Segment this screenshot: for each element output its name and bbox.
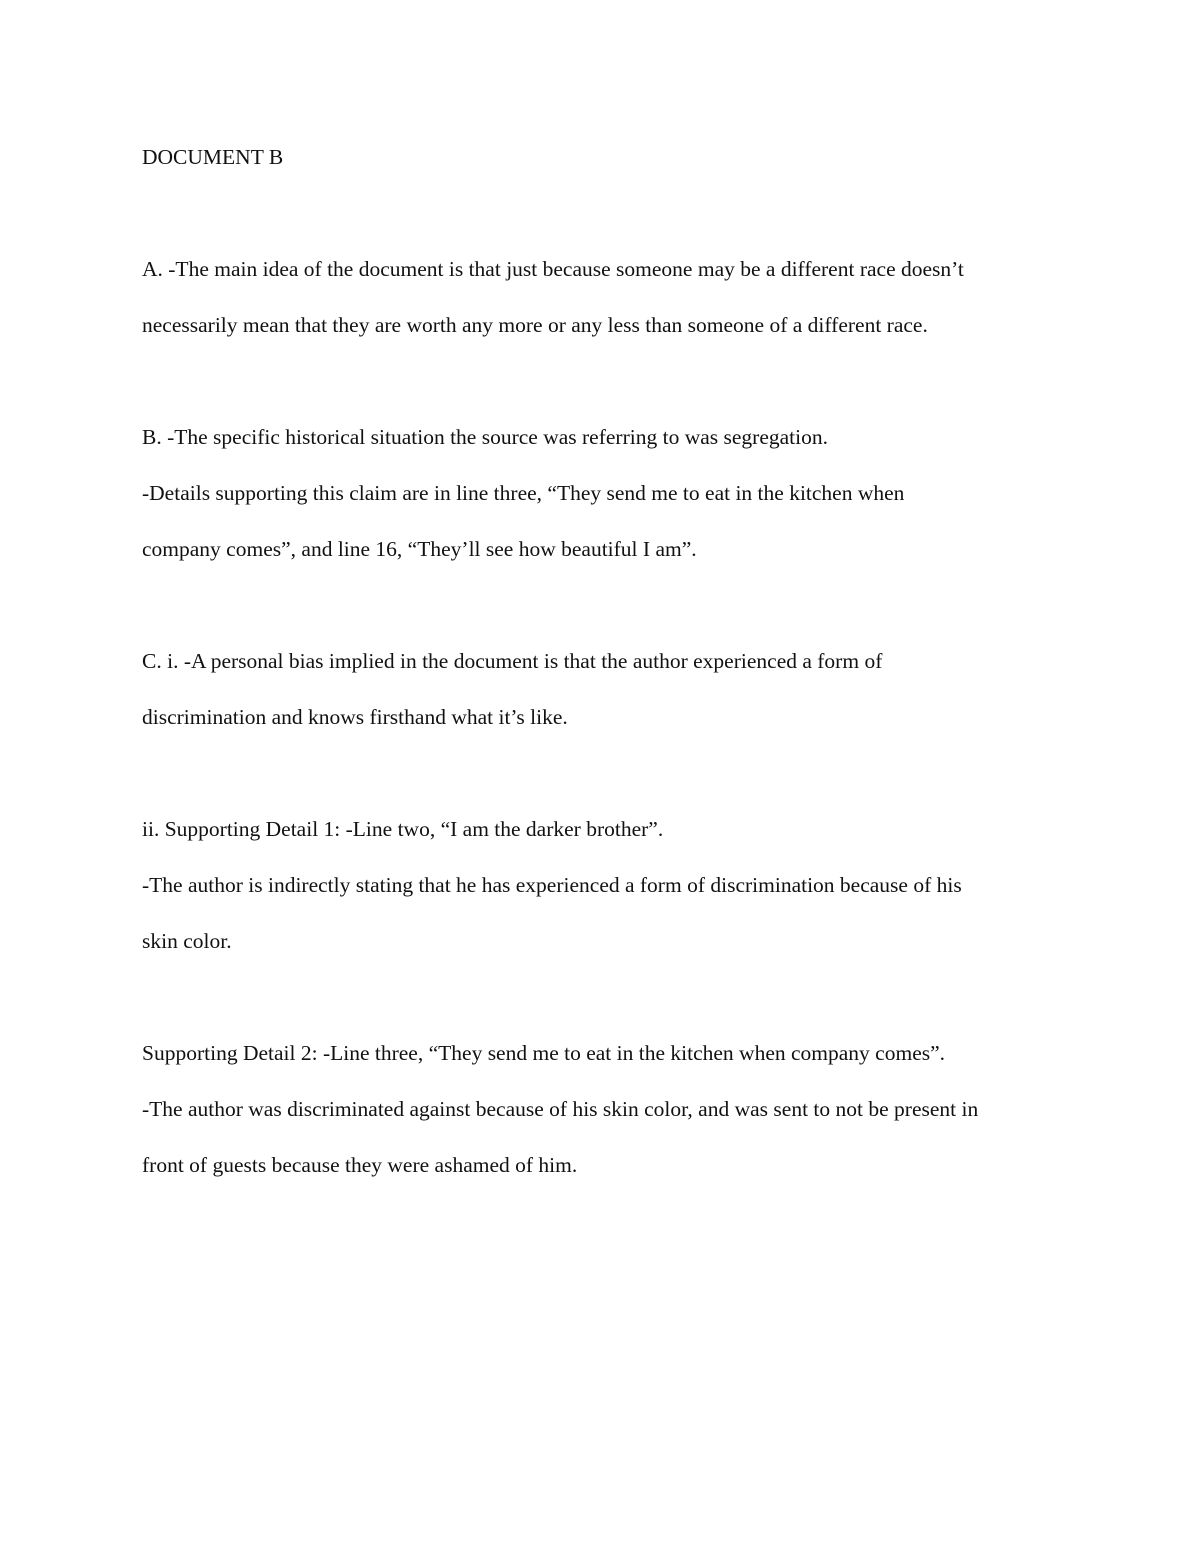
section-c-i-line-2: discrimination and knows firsthand what it’s like. [142, 705, 568, 729]
section-c-ii-line-1: ii. Supporting Detail 1: -Line two, “I am the darker brother”. [142, 817, 664, 841]
section-b-line-2: -Details supporting this claim are in line three, “They send me to eat in the kitchen when [142, 481, 905, 505]
section-b [142, 420, 1082, 644]
document-title: DOCUMENT B [142, 145, 284, 169]
section-b-line-3: company comes”, and line 16, “They’ll see how beautiful I am”. [142, 537, 697, 561]
section-c-ii [142, 812, 1082, 1036]
document-body [142, 140, 1082, 1204]
section-c-ii-line-3: skin color. [142, 929, 232, 953]
section-a-line-1: A. -The main idea of the document is that just because someone may be a different race doesn’t [142, 257, 964, 281]
section-detail-2-line-3: front of guests because they were ashamed of him. [142, 1153, 578, 1177]
section-detail-2-line-1: Supporting Detail 2: -Line three, “They send me to eat in the kitchen when company comes”. [142, 1041, 946, 1065]
section-c-i-line-1: C. i. -A personal bias implied in the document is that the author experienced a form of [142, 649, 883, 673]
section-c-i [142, 644, 1082, 812]
section-c-ii-line-2: -The author is indirectly stating that he has experienced a form of discrimination because of his [142, 873, 962, 897]
section-a-line-2: necessarily mean that they are worth any more or any less than someone of a different race. [142, 313, 928, 337]
section-detail-2-line-2: -The author was discriminated against because of his skin color, and was sent to not be present in [142, 1097, 979, 1121]
section-detail-2 [142, 1036, 1082, 1204]
section-a [142, 252, 1082, 420]
section-b-line-1: B. -The specific historical situation the source was referring to was segregation. [142, 425, 828, 449]
